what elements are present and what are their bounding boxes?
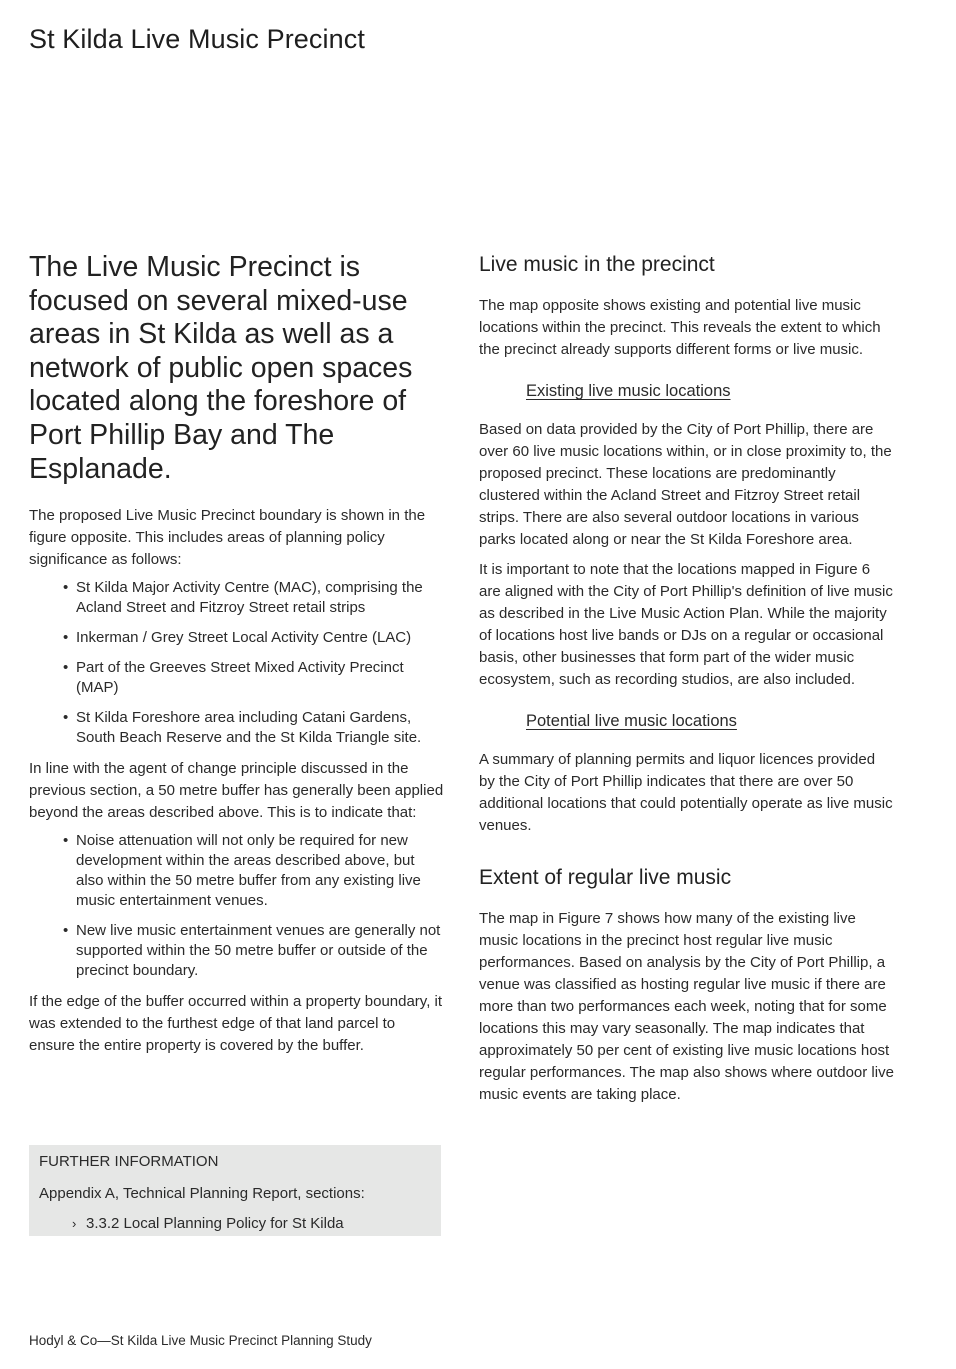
list-item: • Inkerman / Grey Street Local Activity Centre (LAC) [76,628,444,648]
further-information-box [29,1145,441,1236]
page-footer: Hodyl & Co—St Kilda Live Music Precinct Planning Study [29,1333,372,1348]
right-column [479,252,894,1114]
section-heading: Extent of regular live music [479,866,732,889]
section-heading: Live music in the precinct [479,253,715,276]
subheading-existing: Existing live music locations [526,382,731,400]
paragraph: A summary of planning permits and liquor licences provided by the City of Port Phillip indicates that there are over 50 additional locations that could potentially operate as live music venues. [479,751,893,834]
lead-paragraph: The Live Music Precinct is focused on several mixed-use areas in St Kilda as well as a network of public open spaces located along the foreshore of Port Phillip Bay and The Esplanade. [29,251,413,485]
info-box-title: FURTHER INFORMATION [39,1153,219,1170]
intro-paragraph: The proposed Live Music Precinct boundary is shown in the figure opposite. This includes areas of planning policy significance as follows: [29,507,426,569]
page-title: St Kilda Live Music Precinct [29,24,365,54]
chevron-right-icon: › [72,1216,77,1231]
list-item: • Part of the Greeves Street Mixed Activity Precinct (MAP) [76,658,444,698]
info-box-item-label: 3.3.2 Local Planning Policy for St Kilda [86,1215,344,1232]
property-boundary-paragraph: If the edge of the buffer occurred within a property boundary, it was extended to the furthest edge of that land parcel to ensure the entire property is covered by the buffer. [29,993,443,1055]
paragraph: Based on data provided by the City of Port Phillip, there are over 60 live music locations within, or in close proximity to, the proposed precinct. These locations are predominantly clustered within the Acland Street and Fitzroy Street retail strips. There are also several outdoor locations in various parks located along or near the St Kilda Foreshore area. [479,421,892,548]
paragraph: It is important to note that the locations mapped in Figure 6 are aligned with the City of Port Phillip's definition of live music as described in the Live Music Action Plan. While the majority of locations host live bands or DJs on a regular or occasional basis, other businesses that form part of the wider music ecosystem, such as recording studios, are also included. [479,561,893,688]
list-item: • St Kilda Foreshore area including Catani Gardens, South Beach Reserve and the St Kilda Triangle site. [76,708,444,748]
info-box-item [39,1214,431,1234]
left-column [29,251,444,1064]
buffer-paragraph: In line with the agent of change principle discussed in the previous section, a 50 metre buffer has generally been applied beyond the areas described above. This is to indicate that: [29,760,444,822]
subheading-potential: Potential live music locations [526,712,737,730]
paragraph: The map in Figure 7 shows how many of the existing live music locations in the precinct host regular live music performances. Based on analysis by the City of Port Phillip, a venue was classified as hosting regular live music if there are more than two performances each week, noting that for some locations this may vary seasonally. The map indicates that approximately 50 per cent of existing live music locations host regular performances. The map also shows where outdoor live music events are taking place. [479,910,894,1103]
buffer-implications-list [29,831,444,981]
list-item: • Noise attenuation will not only be required for new development within the areas described above, but also within the 50 metre buffer from any existing live music entertainment venues. [76,831,444,911]
info-box-reference: Appendix A, Technical Planning Report, sections: [39,1185,365,1202]
list-item: • New live music entertainment venues are generally not supported within the 50 metre buffer or outside of the precinct boundary. [76,921,444,981]
policy-areas-list [29,578,444,748]
paragraph: The map opposite shows existing and potential live music locations within the precinct. This reveals the extent to which the precinct already supports different forms or live music. [479,297,881,358]
list-item: • St Kilda Major Activity Centre (MAC), comprising the Acland Street and Fitzroy Street retail strips [76,578,444,618]
